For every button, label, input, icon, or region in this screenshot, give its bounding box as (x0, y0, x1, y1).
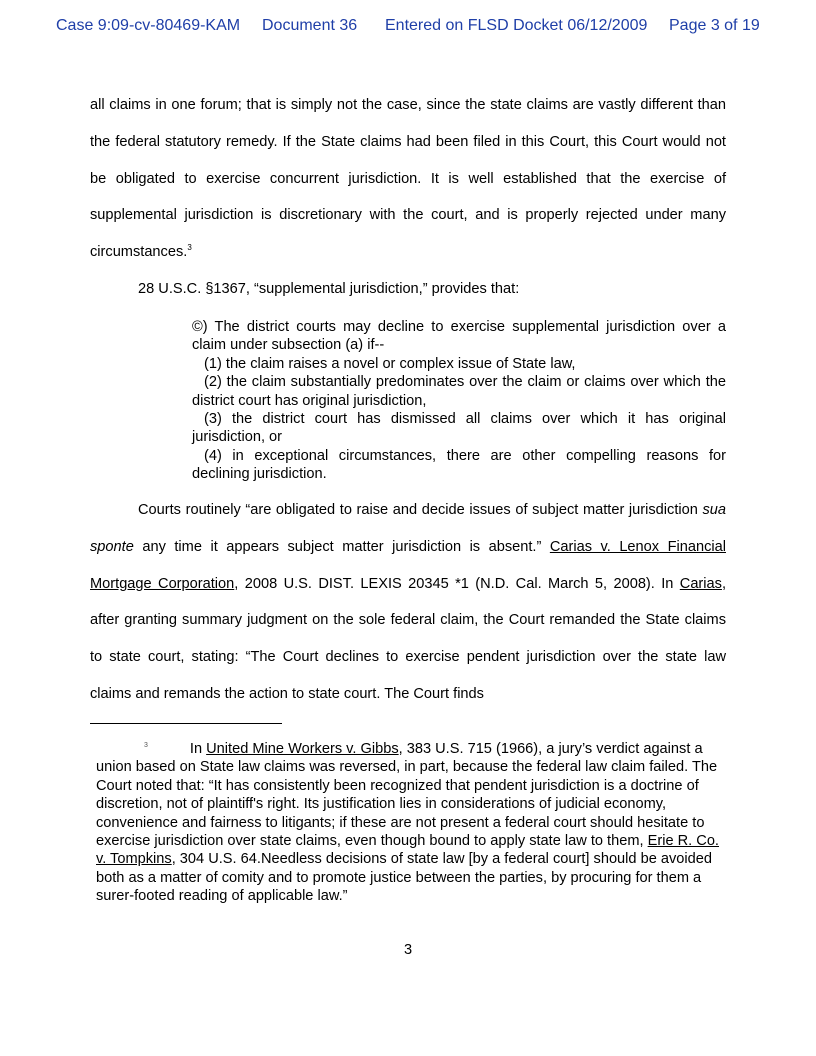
case-citation: United Mine Workers v. Gibbs (206, 741, 399, 757)
case-citation: Erie R. Co. v. Tompkins (96, 833, 719, 868)
case-number: Case 9:09-cv-80469-KAM (56, 17, 241, 34)
text-run: In (189, 741, 207, 757)
quote-item-1: (1) the claim raises a novel or complex issue of State law, (204, 355, 576, 372)
case-citation: Carias v. Lenox Financial Mortgage Corporation (90, 538, 726, 592)
quote-item-4: (4) in exceptional circumstances, there are other compelling reasons for declining jurisdiction. (192, 447, 726, 483)
footnote (96, 740, 720, 906)
footnote-number: 3 (144, 742, 148, 749)
page-of-total: Page 3 of 19 (669, 17, 760, 34)
quote-item-3: (3) the district court has dismissed all claims over which it has original jurisdiction, or (192, 411, 726, 446)
footnote-separator (90, 723, 282, 724)
docket-header (0, 17, 816, 39)
quote-item-2: (2) the claim substantially predominates over the claim or claims over which the district court has original jurisdiction, (192, 374, 726, 409)
quote-intro: ©) The district courts may decline to exercise supplemental jurisdiction over a claim under subsection (a) if-- (192, 319, 726, 354)
page-number: 3 (403, 942, 413, 958)
paragraph-courts-routinely (90, 492, 726, 713)
docket-entry-date: Entered on FLSD Docket 06/12/2009 (385, 17, 648, 34)
text-run: , 304 U.S. 64.Needless decisions of state law [by a federal court] should be avoided both as a matter of comity and to promote justice between the parties, by procuring for them a surer-footed reading of applicable law.” (96, 851, 712, 905)
text-run: , 383 U.S. 715 (1966), a jury’s verdict against a union based on State law claims was reversed, in part, because the federal law claim failed. The Court noted that: “It has consistently been recognized that pendent jurisdiction is a doctrine of discretion, not of plaintiff's right. Its justification lies in considerations of judicial economy, convenience and fairness to litigants; if these are not present a federal court should hesitate to exercise jurisdiction over state claims, even though bound to apply state law to them, (96, 741, 718, 850)
document-number: Document 36 (262, 17, 358, 34)
statute-intro: 28 U.S.C. §1367, “supplemental jurisdiction,” provides that: (138, 281, 520, 297)
case-citation: Carias (679, 575, 722, 592)
text-run: , 2008 U.S. DIST. LEXIS 20345 *1 (N.D. Cal. March 5, 2008). In (234, 575, 680, 592)
text-run: Courts routinely “are obligated to raise and decide issues of subject matter jurisdiction (138, 502, 703, 518)
text-run: any time it appears subject matter jurisdiction is absent.” (133, 538, 550, 555)
footnote-reference: 3 (187, 243, 192, 253)
statute-block-quote (192, 318, 726, 484)
italic-phrase: sua sponte (90, 502, 726, 555)
paragraph-text: all claims in one forum; that is simply not the case, since the state claims are vastly different than the federal statutory remedy. If the State claims had been filed in this Court, this Court would not be obligated to exercise concurrent jurisdiction. It is well established that the exercise of supplemental jurisdiction is discretionary with the court, and is properly rejected under many circumstances. (90, 97, 726, 261)
paragraph-continued (90, 87, 726, 271)
text-run: , after granting summary judgment on the sole federal claim, the Court remanded the State claims to state court, stating: “The Court declines to exercise pendent jurisdiction over the state law claims and remands the action to state court. The Court finds (90, 575, 727, 702)
